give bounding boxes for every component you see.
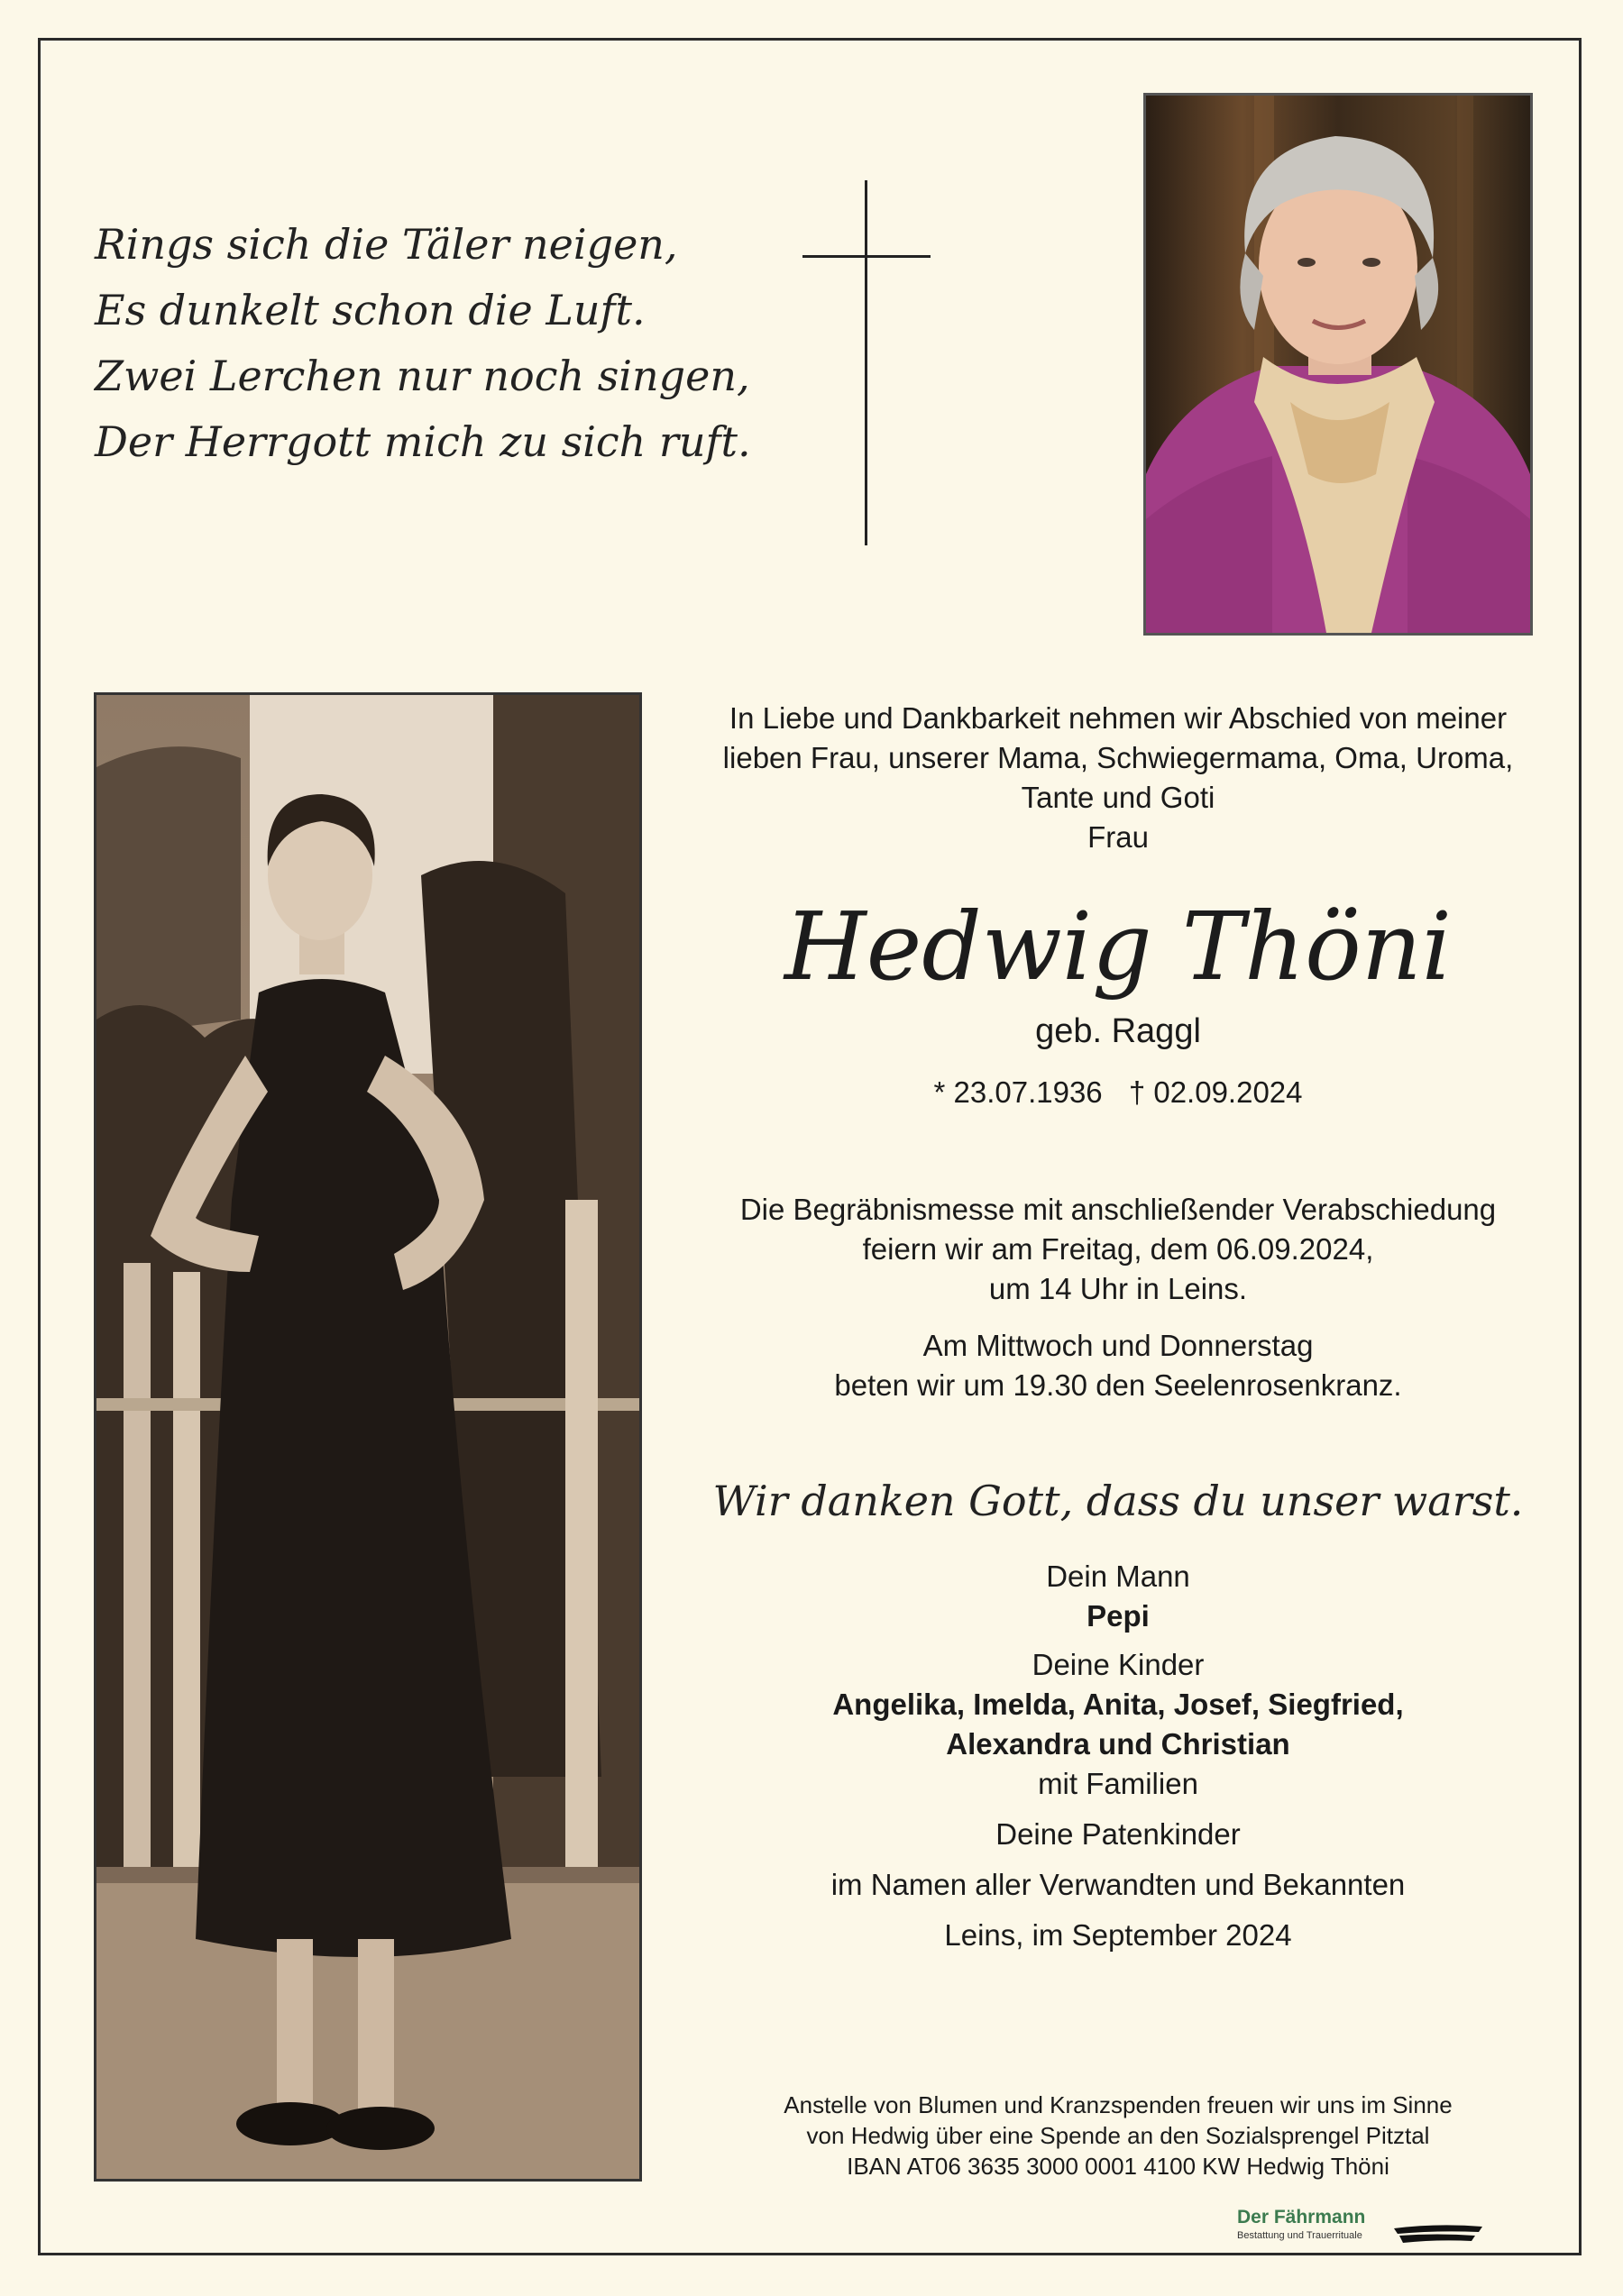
funeral-home-logo (1237, 2207, 1526, 2252)
intro-line: Frau (1087, 820, 1149, 854)
intro-line: lieben Frau, unserer Mama, Schwiegermama, Oma, Uroma, (722, 741, 1514, 774)
intro-text (685, 699, 1551, 857)
poem-line: Es dunkelt schon die Luft. (95, 286, 646, 334)
prayer-line: beten wir um 19.30 den Seelenrosenkranz. (834, 1368, 1402, 1402)
cross-icon (865, 180, 867, 545)
life-dates (685, 1075, 1551, 1110)
mass-line: Die Begräbnismesse mit anschließender Verabschiedung (739, 1193, 1497, 1226)
death-date: † 02.09.2024 (1128, 1075, 1303, 1109)
relatives: im Namen aller Verwandten und Bekannten (830, 1868, 1406, 1901)
portrait-photo (1143, 93, 1533, 636)
funeral-mass-info (685, 1190, 1551, 1309)
donation-line: IBAN AT06 3635 3000 0001 4100 KW Hedwig Thöni (847, 2153, 1389, 2180)
intro-line: In Liebe und Dankbarkeit nehmen wir Abschied von meiner (729, 701, 1508, 735)
maiden-name: geb. Raggl (1035, 1012, 1201, 1050)
poem-line: Der Herrgott mich zu sich ruft. (95, 417, 751, 466)
deceased-name: Hedwig Thöni (784, 892, 1452, 1002)
husband-name: Pepi (1087, 1599, 1150, 1633)
mass-line: um 14 Uhr in Leins. (988, 1272, 1248, 1305)
poem-line: Rings sich die Täler neigen, (95, 220, 678, 269)
cross-icon-bar (802, 255, 931, 258)
historic-photo (94, 692, 642, 2182)
godchildren: Deine Patenkinder (995, 1817, 1241, 1851)
mourners (685, 1557, 1551, 1955)
intro-line: Tante und Goti (1021, 781, 1215, 814)
children-names-2: Alexandra und Christian (946, 1727, 1290, 1761)
with-families: mit Familien (1038, 1767, 1198, 1800)
thanks-line: Wir danken Gott, dass du unser warst. (712, 1477, 1524, 1525)
boat-brush-icon (1392, 2221, 1486, 2246)
place-date: Leins, im September 2024 (944, 1918, 1292, 1952)
rosary-info (685, 1326, 1551, 1405)
mass-line: feiern wir am Freitag, dem 06.09.2024, (862, 1232, 1374, 1266)
prayer-line: Am Mittwoch und Donnerstag (922, 1329, 1314, 1362)
donation-line: von Hedwig über eine Spende an den Sozialsprengel Pitztal (806, 2122, 1430, 2149)
children-label: Deine Kinder (1032, 1648, 1205, 1681)
husband-label: Dein Mann (1046, 1560, 1190, 1593)
birth-date: * 23.07.1936 (933, 1075, 1103, 1109)
logo-subtitle: Bestattung und Trauerrituale (1237, 2230, 1362, 2241)
donation-line: Anstelle von Blumen und Kranzspenden freuen wir uns im Sinne (784, 2091, 1453, 2118)
logo-title: Der Fährmann (1237, 2207, 1366, 2227)
children-names: Angelika, Imelda, Anita, Josef, Siegfried, (832, 1688, 1404, 1721)
donation-note (685, 2090, 1551, 2182)
poem (95, 212, 751, 475)
poem-line: Zwei Lerchen nur noch singen, (95, 352, 750, 400)
